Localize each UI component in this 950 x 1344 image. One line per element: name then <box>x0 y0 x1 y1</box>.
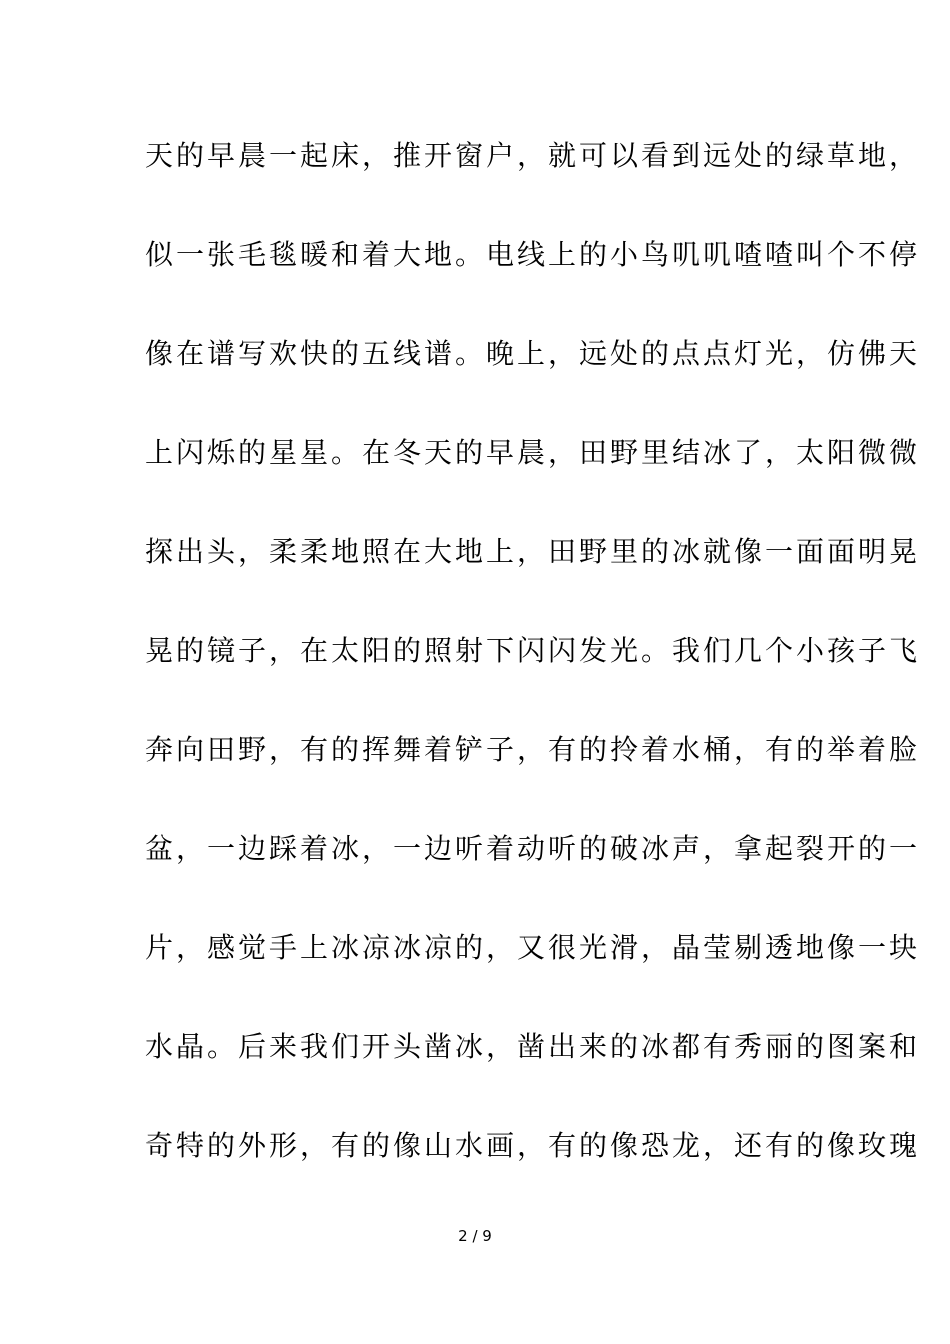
text-line: 探出头，柔柔地照在大地上，田野里的冰就像一面面明晃 <box>145 535 921 568</box>
text-line: 盆，一边踩着冰，一边听着动听的破冰声，拿起裂开的一 <box>145 832 921 865</box>
text-line: 片，感觉手上冰凉冰凉的，又很光滑，晶莹剔透地像一块 <box>145 931 921 964</box>
text-line: 晃的镜子，在太阳的照射下闪闪发光。我们几个小孩子飞 <box>145 634 921 667</box>
text-line: 奔向田野，有的挥舞着铲子，有的拎着水桶，有的举着脸 <box>145 733 921 766</box>
text-line: 上闪烁的星星。在冬天的早晨，田野里结冰了，太阳微微 <box>145 436 921 469</box>
text-line: 似一张毛毯暖和着大地。电线上的小鸟叽叽喳喳叫个不停 <box>145 238 921 271</box>
text-line: 天的早晨一起床，推开窗户，就可以看到远处的绿草地， <box>145 139 921 172</box>
text-line: 奇特的外形，有的像山水画，有的像恐龙，还有的像玫瑰 <box>145 1129 921 1162</box>
text-line: 像在谱写欢快的五线谱。晚上，远处的点点灯光，仿佛天 <box>145 337 921 370</box>
page-number: 2 / 9 <box>458 1227 492 1245</box>
text-line: 水晶。后来我们开头凿冰，凿出来的冰都有秀丽的图案和 <box>145 1030 921 1063</box>
